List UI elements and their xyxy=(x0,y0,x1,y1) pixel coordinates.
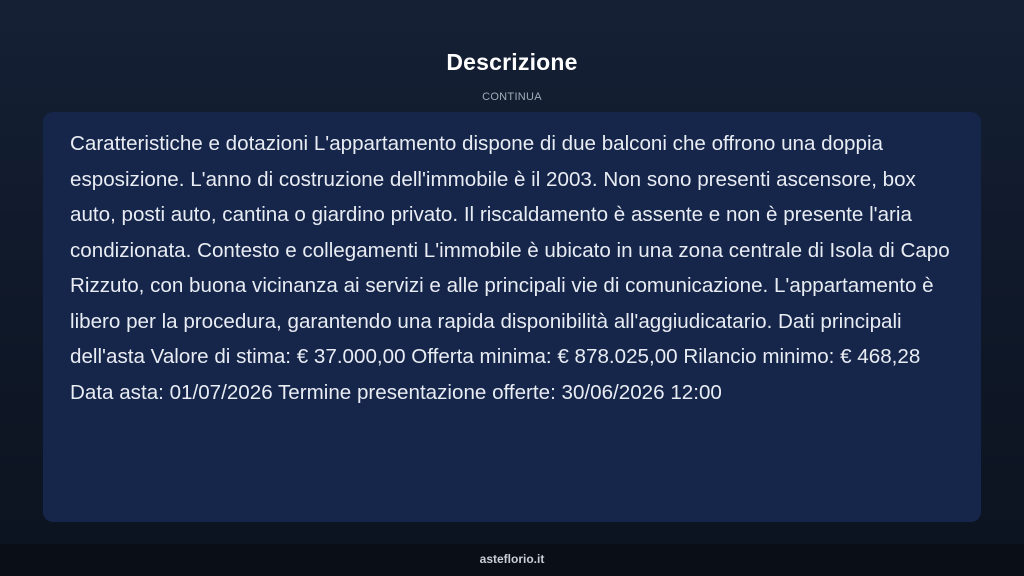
continue-link[interactable]: CONTINUA xyxy=(482,91,542,103)
description-card xyxy=(43,112,981,522)
footer-brand: asteflorio.it xyxy=(479,552,545,566)
page-title: Descrizione xyxy=(446,49,578,75)
footer xyxy=(0,544,1024,576)
description-text: Caratteristiche e dotazioni L'appartamento dispone di due balconi che offrono una doppia esposizione. L'anno di costruzione dell'immobile è il 2003. Non sono presenti ascensore, box auto, posti auto, cantina o giardino privato. Il riscaldamento è assente e non è presente l'aria condizionata. Contesto e collegamenti L'immobile è ubicato in una zona centrale di Isola di Capo Rizzuto, con buona vicinanza ai servizi e alle principali vie di comunicazione. L'appartamento è libero per la procedura, garantendo una rapida disponibilità all'aggiudicatario. Dati principali dell'asta Valore di stima: € 37.000,00 Offerta minima: € 878.025,00 Rilancio minimo: € 468,28 Data asta: 01/07/2026 Termine presentazione offerte: 30/06/2026 12:00 xyxy=(70,132,950,404)
